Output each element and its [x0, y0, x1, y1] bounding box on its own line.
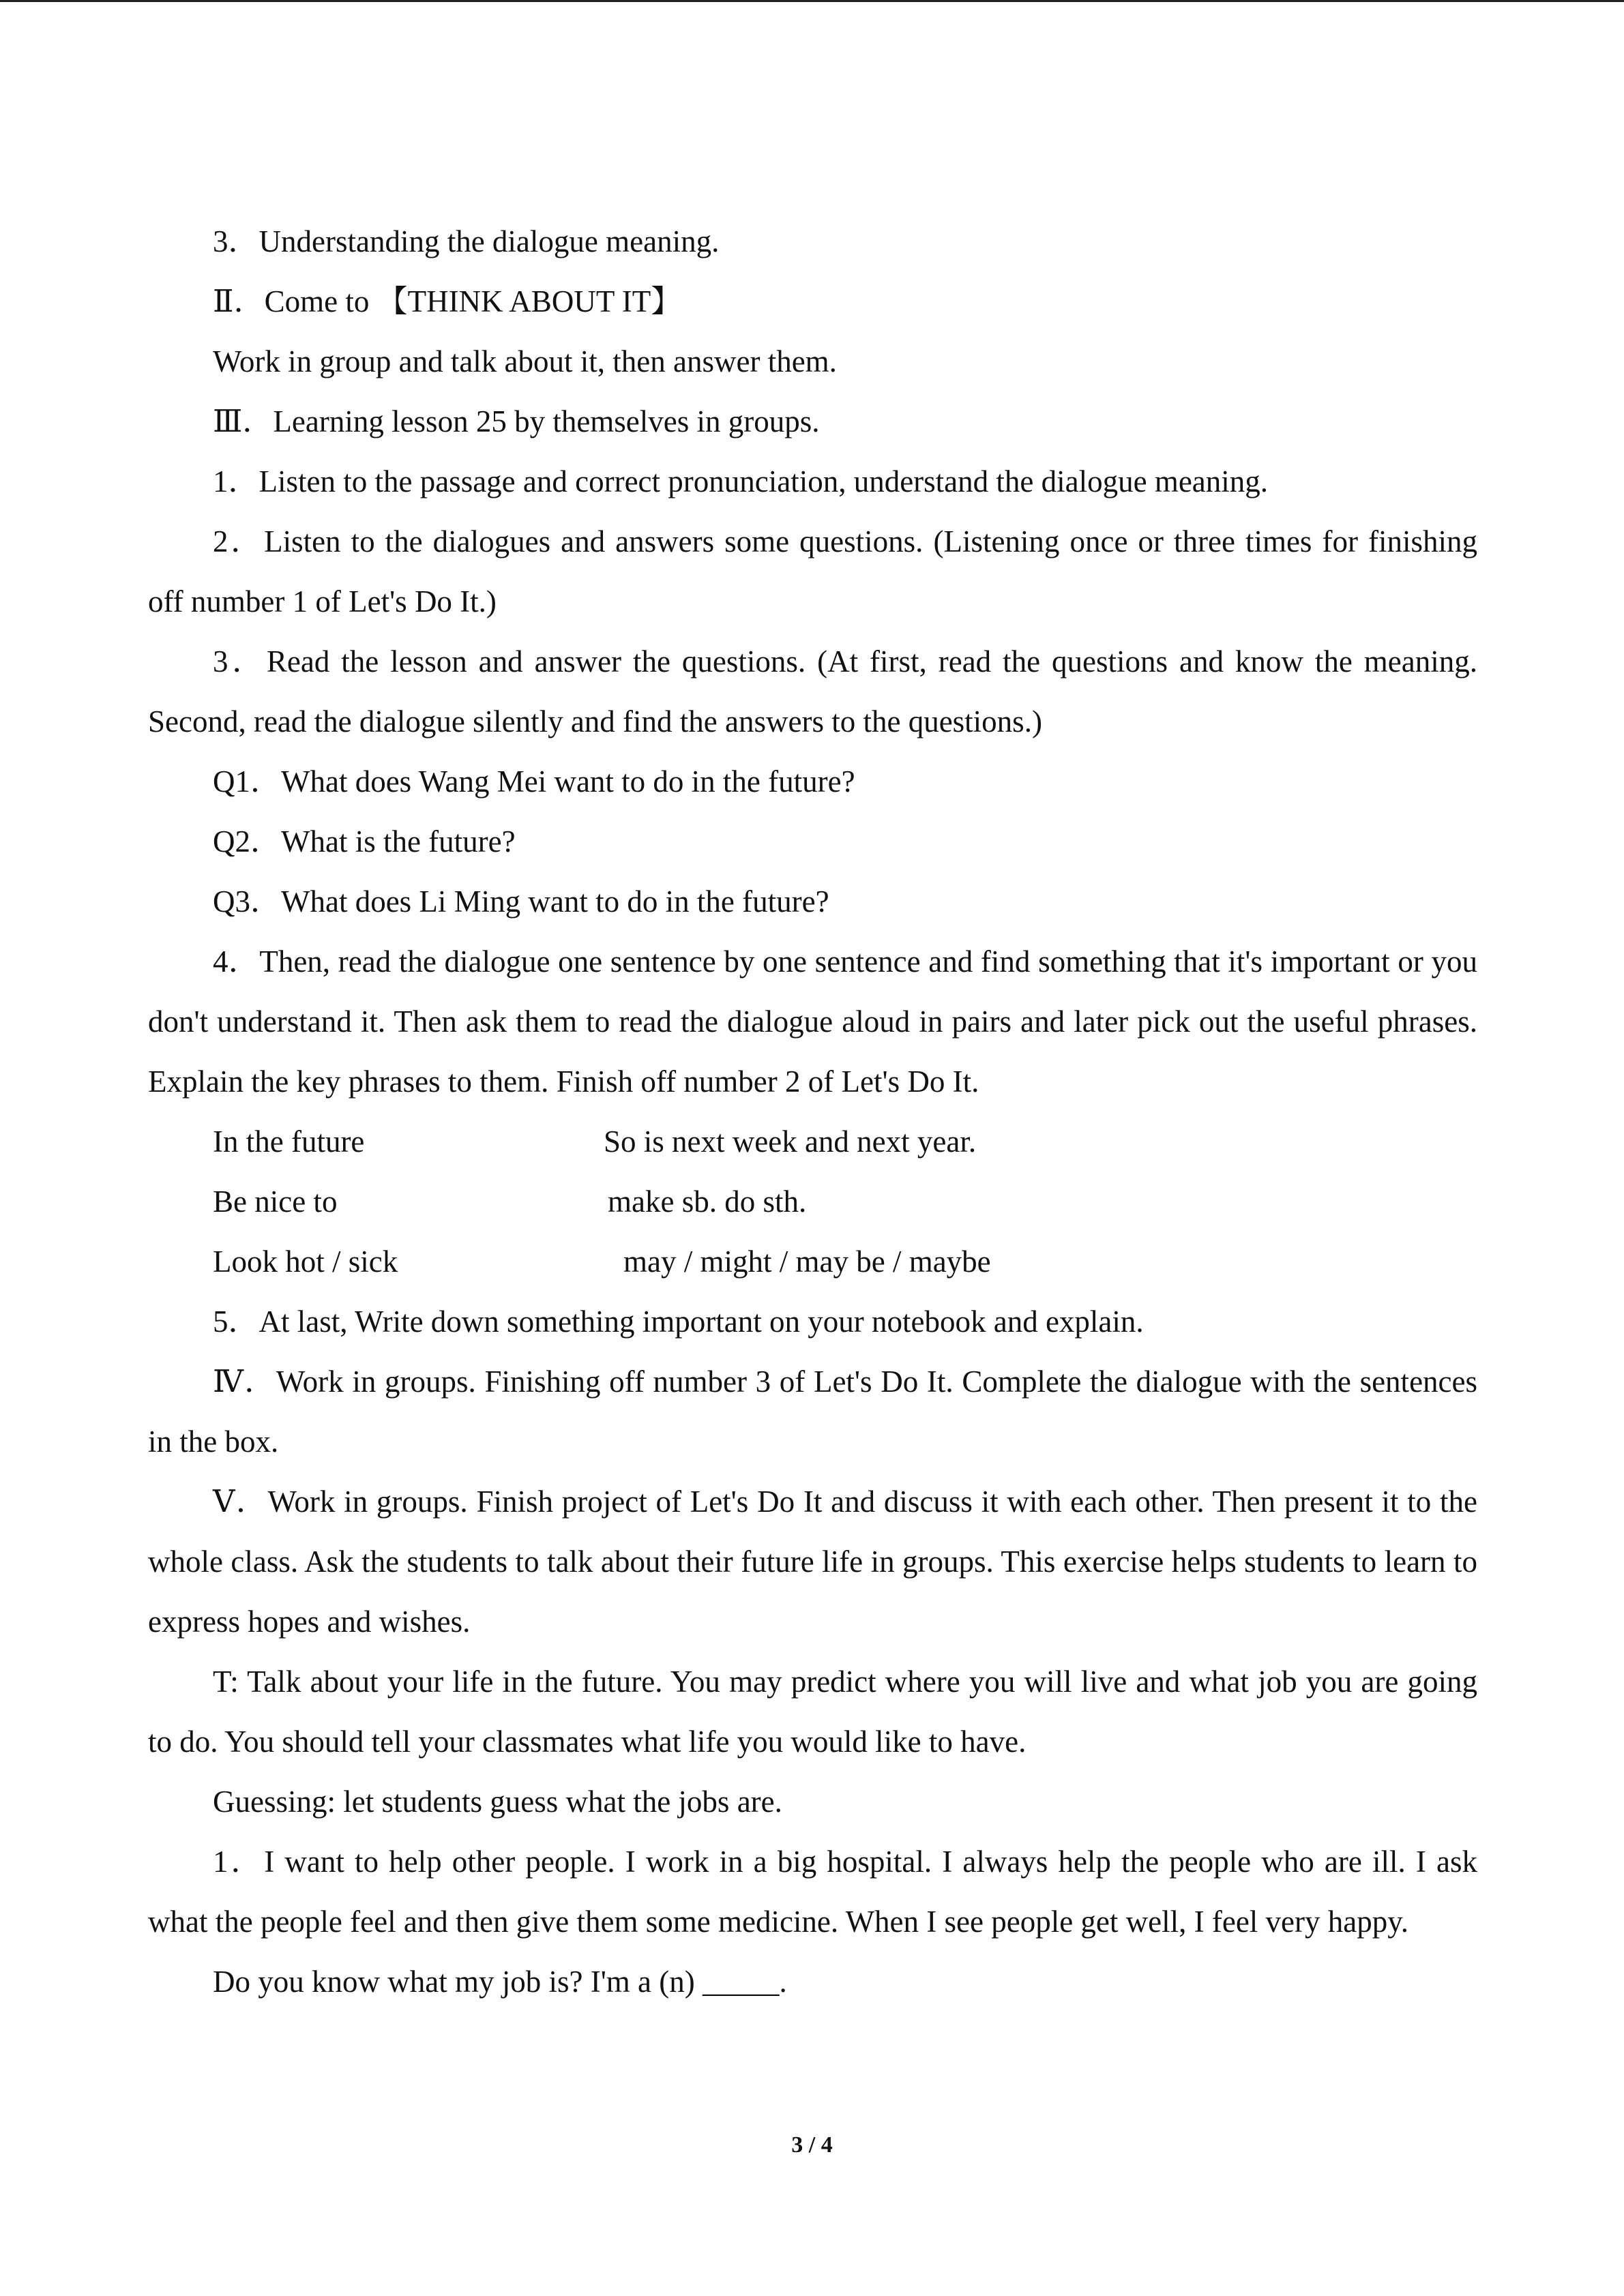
question-1: Q1．What does Wang Mei want to do in the future?: [213, 764, 855, 799]
phrase-row: [148, 1112, 1477, 1172]
phrase-right: So is next week and next year.: [604, 1124, 977, 1159]
step-3-read-lesson: 3．Read the lesson and answer the questions. (At first, read the questions and know the meaning. Second, read the dialogue silently and find the answers to the questions.): [148, 644, 1477, 739]
step-4-read-sentences: 4．Then, read the dialogue one sentence by one sentence and find something that it's important or you don't understand it. Then ask them to read the dialogue aloud in pairs and later pick out the useful phrases. Explain the key phrases to them. Finish off number 2 of Let's Do It.: [148, 944, 1477, 1099]
step-3-understanding: 3．Understanding the dialogue meaning.: [213, 224, 720, 258]
step-5-write-down: 5．At last, Write down something important on your notebook and explain.: [213, 1304, 1144, 1339]
question-3: Q3．What does Li Ming want to do in the future?: [213, 884, 829, 919]
phrase-left: In the future: [213, 1124, 365, 1159]
phrase-row: [148, 1232, 1477, 1292]
top-border-rule: [0, 0, 1624, 2]
section-2-heading: Ⅱ．Come to 【THINK ABOUT IT】: [213, 284, 682, 318]
section-3-heading: Ⅲ．Learning lesson 25 by themselves in groups.: [213, 404, 820, 438]
job-riddle-question: Do you know what my job is? I'm a (n) _____.: [213, 1965, 787, 1999]
phrase-left: Be nice to: [213, 1184, 338, 1219]
section-5-heading: Ⅴ．Work in groups. Finish project of Let's Do It and discuss it with each other. Then present it to the whole class. Ask the students to talk about their future life in groups. This exercise helps students to learn to express hopes and wishes.: [148, 1485, 1477, 1639]
phrase-right: make sb. do sth.: [608, 1184, 807, 1219]
guessing-note: Guessing: let students guess what the jobs are.: [213, 1785, 782, 1819]
group-work-note: Work in group and talk about it, then answer them.: [213, 344, 837, 378]
step-1-listen: 1．Listen to the passage and correct pronunciation, understand the dialogue meaning.: [213, 464, 1269, 498]
teacher-prompt: T: Talk about your life in the future. You may predict where you will live and what job you are going to do. You should tell your classmates what life you would like to have.: [148, 1665, 1477, 1759]
page-body: [148, 211, 1477, 2012]
page-number: 3 / 4: [791, 2132, 833, 2158]
phrase-row: [148, 1172, 1477, 1232]
section-4-heading: Ⅳ．Work in groups. Finishing off number 3 of Let's Do It. Complete the dialogue with the sentences in the box.: [148, 1365, 1477, 1459]
phrase-right: may / might / may be / maybe: [623, 1244, 991, 1279]
phrase-left: Look hot / sick: [213, 1244, 398, 1279]
job-riddle-1: 1．I want to help other people. I work in a big hospital. I always help the people who are ill. I ask what the people feel and then give them some medicine. When I see people get well, I feel very happy.: [148, 1845, 1477, 1939]
question-2: Q2．What is the future?: [213, 824, 516, 859]
step-2-listen-dialogues: 2．Listen to the dialogues and answers some questions. (Listening once or three times for finishing off number 1 of Let's Do It.): [148, 524, 1477, 618]
